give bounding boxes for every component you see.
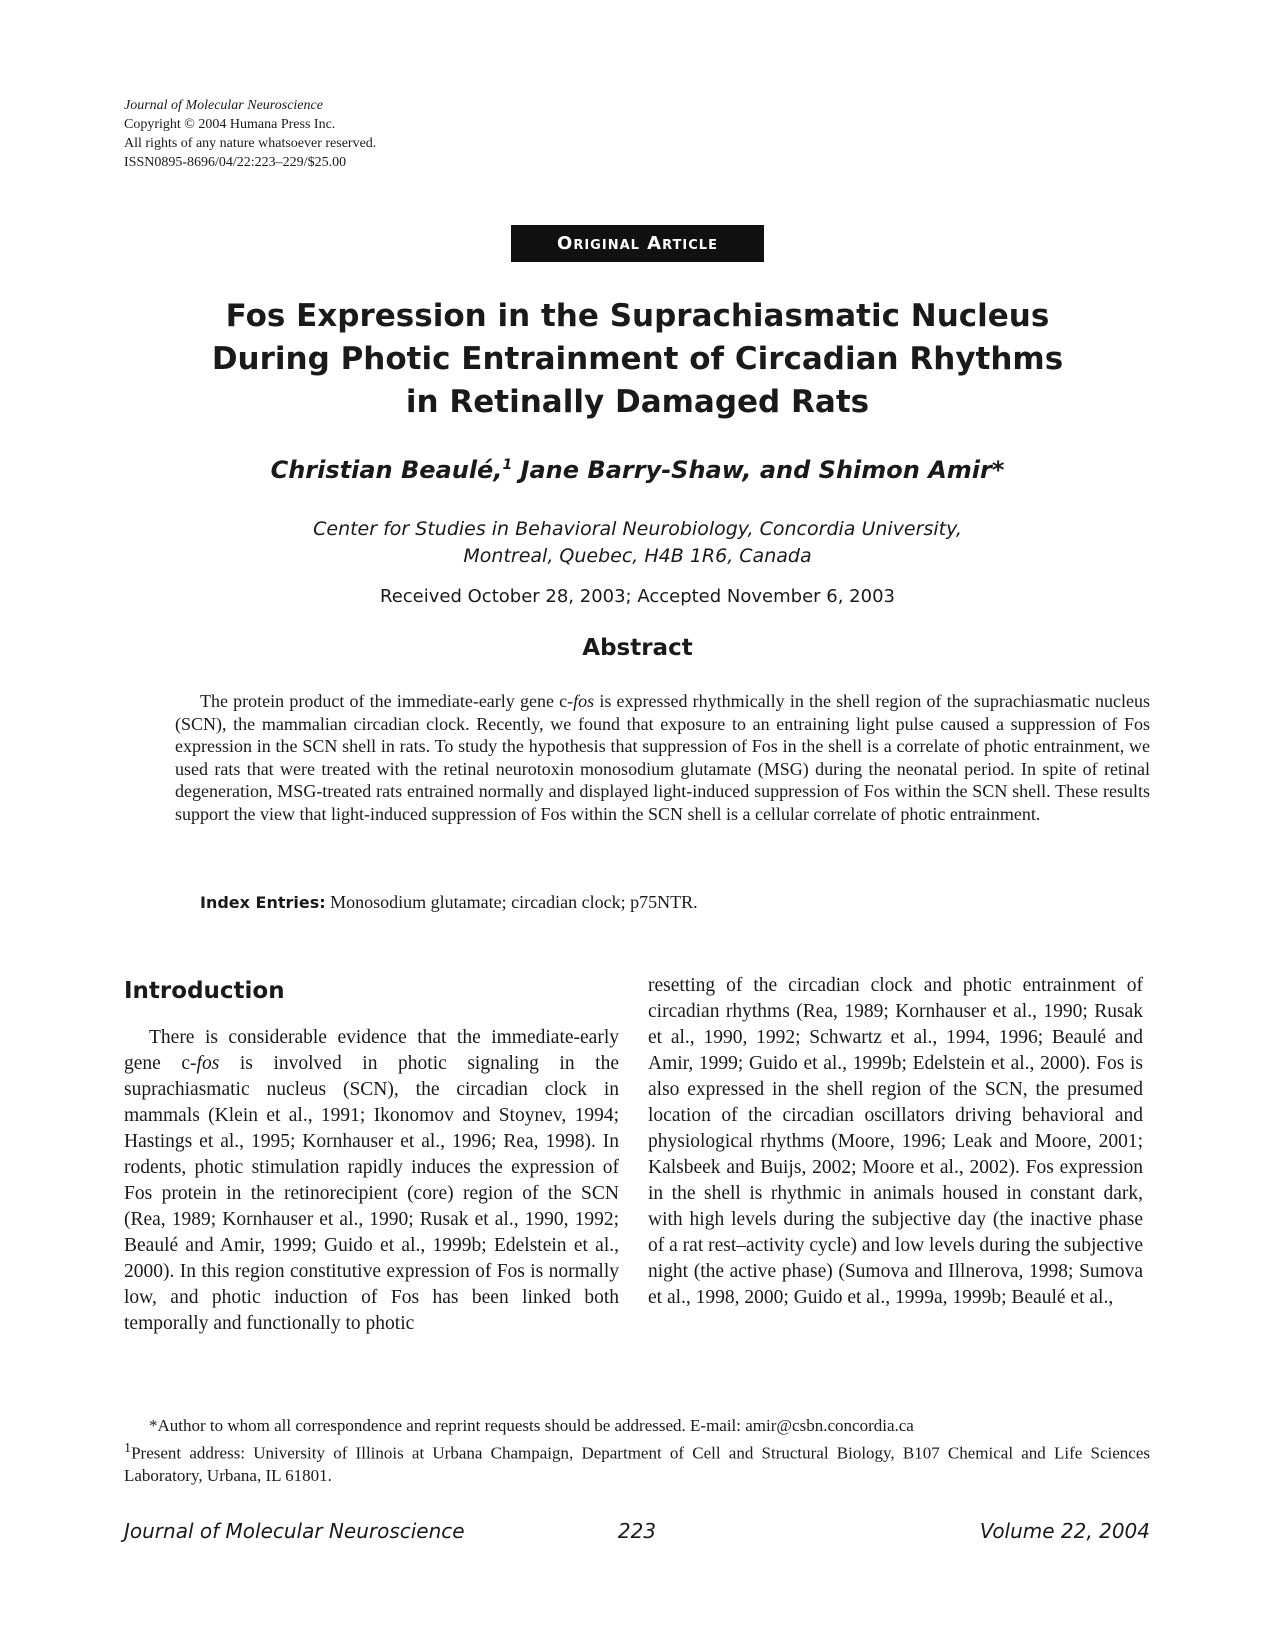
intro-gene-name: fos	[196, 1053, 220, 1074]
title-line-3: in Retinally Damaged Rats	[405, 384, 870, 420]
footer-volume: Volume 22, 2004	[979, 1519, 1150, 1543]
footnote-mark: 1	[124, 1440, 132, 1456]
index-entries-text: Monosodium glutamate; circadian clock; p75NTR.	[325, 892, 698, 912]
issn-line: ISSN0895-8696/04/22:223–229/$25.00	[124, 155, 347, 170]
footer-page-number: 223	[617, 1519, 657, 1543]
introduction-heading: Introduction	[124, 978, 285, 1004]
copyright-line: Copyright © 2004 Humana Press Inc.	[124, 117, 336, 132]
footnotes	[124, 1415, 1150, 1487]
abstract-gene-name: fos	[573, 691, 595, 711]
footnote-present-address	[124, 1437, 1150, 1487]
journal-header	[124, 96, 376, 172]
index-entries	[175, 891, 1150, 914]
abstract-text-part-2: is expressed rhythmically in the shell region of the suprachiasmatic nucleus (SCN), the mammalian circadian clock. Recently, we found that exposure to an entraining light pulse caused a suppression of Fos expression in the SCN shell in rats. To study the hypothesis that suppression of Fos in the shell is a correlate of photic entrainment, we used rats that were treated with the retinal neurotoxin monosodium glutamate (MSG) during the neonatal period. In spite of retinal degeneration, MSG-treated rats entrained normally and displayed light-induced suppression of Fos within the SCN shell. These results support the view that light-induced suppression of Fos within the SCN shell is a cellular correlate of photic entrainment.	[175, 691, 1150, 824]
title-line-2: During Photic Entrainment of Circadian Rhythms	[211, 341, 1064, 377]
affiliation-line-1: Center for Studies in Behavioral Neurobiology, Concordia University,	[313, 518, 962, 540]
journal-name: Journal of Molecular Neuroscience	[124, 98, 323, 113]
affiliation-line-2: Montreal, Quebec, H4B 1R6, Canada	[463, 545, 812, 567]
page-footer	[124, 1519, 1150, 1547]
footer-journal-name: Journal of Molecular Neuroscience	[124, 1519, 465, 1543]
abstract-text	[175, 690, 1150, 825]
article-type-badge: Original Article	[511, 225, 764, 262]
other-authors: Jane Barry-Shaw, and Shimon Amir*	[512, 456, 1005, 484]
index-entries-label: Index Entries:	[200, 893, 326, 912]
author-1-affiliation-mark: 1	[502, 457, 513, 473]
author-1: Christian Beaulé,	[270, 456, 503, 484]
rights-line: All rights of any nature whatsoever reserved.	[124, 136, 377, 151]
title-line-1: Fos Expression in the Suprachiasmatic Nucleus	[225, 298, 1050, 334]
intro-left-part-2: is involved in photic signaling in the suprachiasmatic nucleus (SCN), the circadian clock in mammals (Klein et al., 1991; Ikonomov and Stoynev, 1994; Hastings et al., 1995; Kornhauser et al., 1996; Rea, 1998). In rodents, photic stimulation rapidly induces the expression of Fos protein in the retinorecipient (core) region of the SCN (Rea, 1989; Kornhauser et al., 1990; Rusak et al., 1990, 1992; Beaulé and Amir, 1999; Guido et al., 1999b; Edelstein et al., 2000). In this region constitutive expression of Fos is normally low, and photic induction of Fos has been linked both temporally and functionally to photic	[124, 1053, 619, 1334]
introduction-right-column: resetting of the circadian clock and photic entrainment of circadian rhythms (Rea, 1989; Kornhauser et al., 1990; Rusak et al., 1990, 1992; Schwartz et al., 1994, 1996; Beaulé and Amir, 1999; Guido et al., 1999b; Edelstein et al., 2000). Fos is also expressed in the shell region of the SCN, the presumed location of the circadian oscillators driving behavioral and physiological rhythms (Moore, 1996; Leak and Moore, 2001; Kalsbeek and Buijs, 2002; Moore et al., 2002). Fos expression in the shell is rhythmic in animals housed in constant dark, with high levels during the subjective day (the inactive phase of a rat rest–activity cycle) and low levels during the subjective night (the active phase) (Sumova and Illnerova, 1998; Sumova et al., 1998, 2000; Guido et al., 1999a, 1999b; Beaulé et al.,	[648, 975, 1143, 1308]
author-list	[0, 456, 1275, 484]
abstract-heading: Abstract	[582, 635, 693, 661]
intro-left-part-1: There is considerable evidence that the immediate-early gene c-	[124, 1027, 619, 1074]
article-title	[0, 295, 1275, 424]
affiliation	[0, 516, 1275, 570]
abstract-text-part-1: The protein product of the immediate-early gene c-	[200, 691, 574, 711]
received-accepted-dates: Received October 28, 2003; Accepted November 6, 2003	[380, 586, 895, 607]
footnote-present-address-text: Present address: University of Illinois at Urbana Champaign, Department of Cell and Structural Biology, B107 Chemical and Life Sciences Laboratory, Urbana, IL 61801.	[124, 1443, 1150, 1485]
introduction-left-column	[124, 1025, 619, 1337]
footnote-corresponding-author: *Author to whom all correspondence and reprint requests should be addressed. E-mail: amir@csbn.concordia.ca	[149, 1416, 914, 1435]
